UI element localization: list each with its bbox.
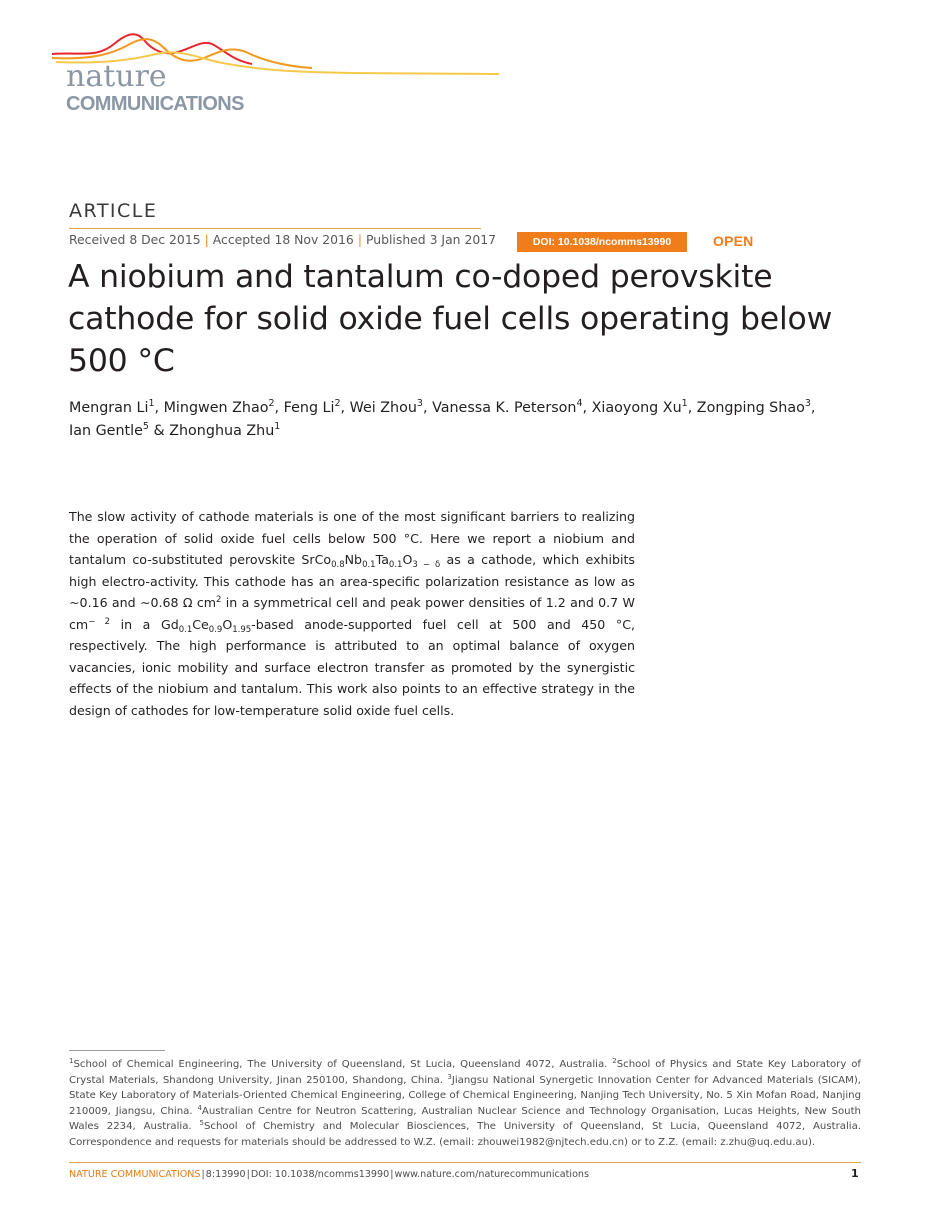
date-separator: | xyxy=(357,232,362,247)
publication-dates xyxy=(69,232,496,248)
affiliation-number: 3 xyxy=(447,1072,452,1081)
author-name: Feng Li xyxy=(283,400,335,416)
abstract-text: The slow activity of cathode materials is one of the most significant barriers to realizing the operation of solid oxide fuel cells below 500 °C. Here we report a niobium and tantalum co-substituted perovskite SrCo xyxy=(69,509,635,567)
open-access-label: OPEN xyxy=(713,233,754,249)
abstract-text: Nb xyxy=(344,552,363,567)
subscript: 0.9 xyxy=(208,624,223,635)
subscript: 0.1 xyxy=(178,624,193,635)
affiliation-text: School of Chemical Engineering, The University of Queensland, St Lucia, Queensland 4072, Australia. xyxy=(73,1059,613,1070)
author-name: Zongping Shao xyxy=(696,400,805,416)
article-type-label: ARTICLE xyxy=(69,200,158,222)
footer-citation: 8:13990 xyxy=(205,1169,246,1180)
abstract-text: Ce xyxy=(192,616,209,632)
author-affiliation-mark: 1 xyxy=(148,398,155,409)
author-separator: , xyxy=(340,400,350,416)
affiliation-text: School of Chemistry and Molecular Biosciences, The University of Queensland, St Lucia, Queensland 4072, Australia. Correspondence and requests for materials should be addressed to W.Z. (email: zhouwei1982@njtech.edu.cn) or to Z.Z. (email: z.zhu@uq.edu.au). xyxy=(69,1121,861,1148)
affiliation-number: 2 xyxy=(612,1057,617,1065)
affiliation-text: Australian Centre for Neutron Scattering, Australian Nuclear Science and Technology Organisation, Lucas Heights, New South Wales 2234, Australia. xyxy=(69,1105,861,1133)
accepted-date: Accepted 18 Nov 2016 xyxy=(212,232,354,247)
author-affiliation-mark: 2 xyxy=(334,398,341,409)
page-number: 1 xyxy=(851,1167,859,1180)
published-date: Published 3 Jan 2017 xyxy=(366,232,496,247)
affiliations-divider xyxy=(69,1050,165,1051)
author-name: Wei Zhou xyxy=(349,400,417,416)
author-name: Vanessa K. Peterson xyxy=(432,400,577,416)
affiliation-text: School of Physics and State Key Laboratory of Crystal Materials, Shandong University, Jinan 250100, Shandong, China. xyxy=(69,1059,861,1086)
superscript: − 2 xyxy=(88,616,111,627)
author-name: Mengran Li xyxy=(69,400,149,416)
logo-nature-text: nature xyxy=(66,59,167,94)
date-separator: | xyxy=(204,232,209,247)
author-separator: & xyxy=(148,423,170,439)
subscript: 0.1 xyxy=(388,560,403,570)
subscript: 0.1 xyxy=(362,560,376,570)
abstract-text: in a Gd xyxy=(110,616,179,632)
author-separator: , xyxy=(154,400,164,416)
received-date: Received 8 Dec 2015 xyxy=(69,232,201,247)
author-affiliation-mark: 2 xyxy=(268,398,275,409)
abstract-text: O xyxy=(222,616,233,632)
affiliation-text: Jiangsu National Synergetic Innovation Center for Advanced Materials (SICAM), State Key Laboratory of Materials-Oriented Chemical Engineering, College of Chemical Engineering, Nanjing Tech University, No. 5 Xin Mofan Road, Nanjing 210009, Jiangsu, China. xyxy=(69,1074,861,1117)
footer-journal: NATURE COMMUNICATIONS xyxy=(69,1169,201,1180)
subscript: 3 − δ xyxy=(412,560,441,570)
logo-communications-text: COMMUNICATIONS xyxy=(66,93,244,115)
abstract-text: O xyxy=(402,552,413,567)
page-footer: NATURE COMMUNICATIONS|8:13990|DOI: 10.1038/ncomms13990|www.nature.com/naturecommunications xyxy=(69,1169,590,1180)
abstract-text: in a symmetrical cell and peak power densities of 1.2 and 0.7 W cm xyxy=(69,595,635,632)
affiliation-number: 1 xyxy=(69,1057,74,1065)
author-name: Ian Gentle xyxy=(69,423,143,439)
affiliation-number: 5 xyxy=(199,1119,204,1128)
author-separator: , xyxy=(274,400,284,416)
footer-url[interactable]: www.nature.com/naturecommunications xyxy=(394,1169,590,1180)
footer-divider xyxy=(69,1162,861,1163)
superscript: 2 xyxy=(216,595,222,605)
abstract-text: as a cathode, which exhibits high electro-activity. This cathode has an area-specific polarization resistance as low as ∼0.16 and ∼0.68 Ω cm xyxy=(69,552,635,610)
affiliations xyxy=(69,1057,861,1151)
author-separator: , xyxy=(422,400,433,416)
author-name: Zhonghua Zhu xyxy=(169,423,275,439)
author-affiliation-mark: 5 xyxy=(142,421,149,432)
abstract-text: Ta xyxy=(375,552,389,567)
author-separator: , xyxy=(582,400,592,416)
header-divider xyxy=(69,228,481,229)
affiliation-number: 4 xyxy=(197,1103,202,1112)
author-affiliation-mark: 1 xyxy=(274,421,281,432)
author-affiliation-mark: 3 xyxy=(804,398,811,409)
author-affiliation-mark: 4 xyxy=(576,398,583,409)
abstract xyxy=(69,506,635,721)
subscript: 1.95 xyxy=(232,624,252,635)
abstract-text: -based anode-supported fuel cell at 500 and 450 °C, respectively. The high performance is attributed to an optimal balance of oxygen vacancies, ionic mobility and surface electron transfer as promoted by the synergistic effects of the niobium and tantalum. This work also points to an effective strategy in the design of cathodes for low-temperature solid oxide fuel cells. xyxy=(69,616,635,718)
footer-doi[interactable]: DOI: 10.1038/ncomms13990 xyxy=(250,1169,390,1180)
author-list xyxy=(69,397,869,443)
author-name: Mingwen Zhao xyxy=(163,400,269,416)
subscript: 0.8 xyxy=(331,560,345,570)
article-title: A niobium and tantalum co-doped perovskite cathode for solid oxide fuel cells operating below 500 °C xyxy=(68,259,833,379)
doi-badge[interactable]: DOI: 10.1038/ncomms13990 xyxy=(517,232,687,252)
author-name: Xiaoyong Xu xyxy=(591,400,682,416)
author-separator: , xyxy=(687,400,697,416)
author-affiliation-mark: 1 xyxy=(681,398,688,409)
author-separator: , xyxy=(810,400,816,416)
author-affiliation-mark: 3 xyxy=(416,398,423,409)
